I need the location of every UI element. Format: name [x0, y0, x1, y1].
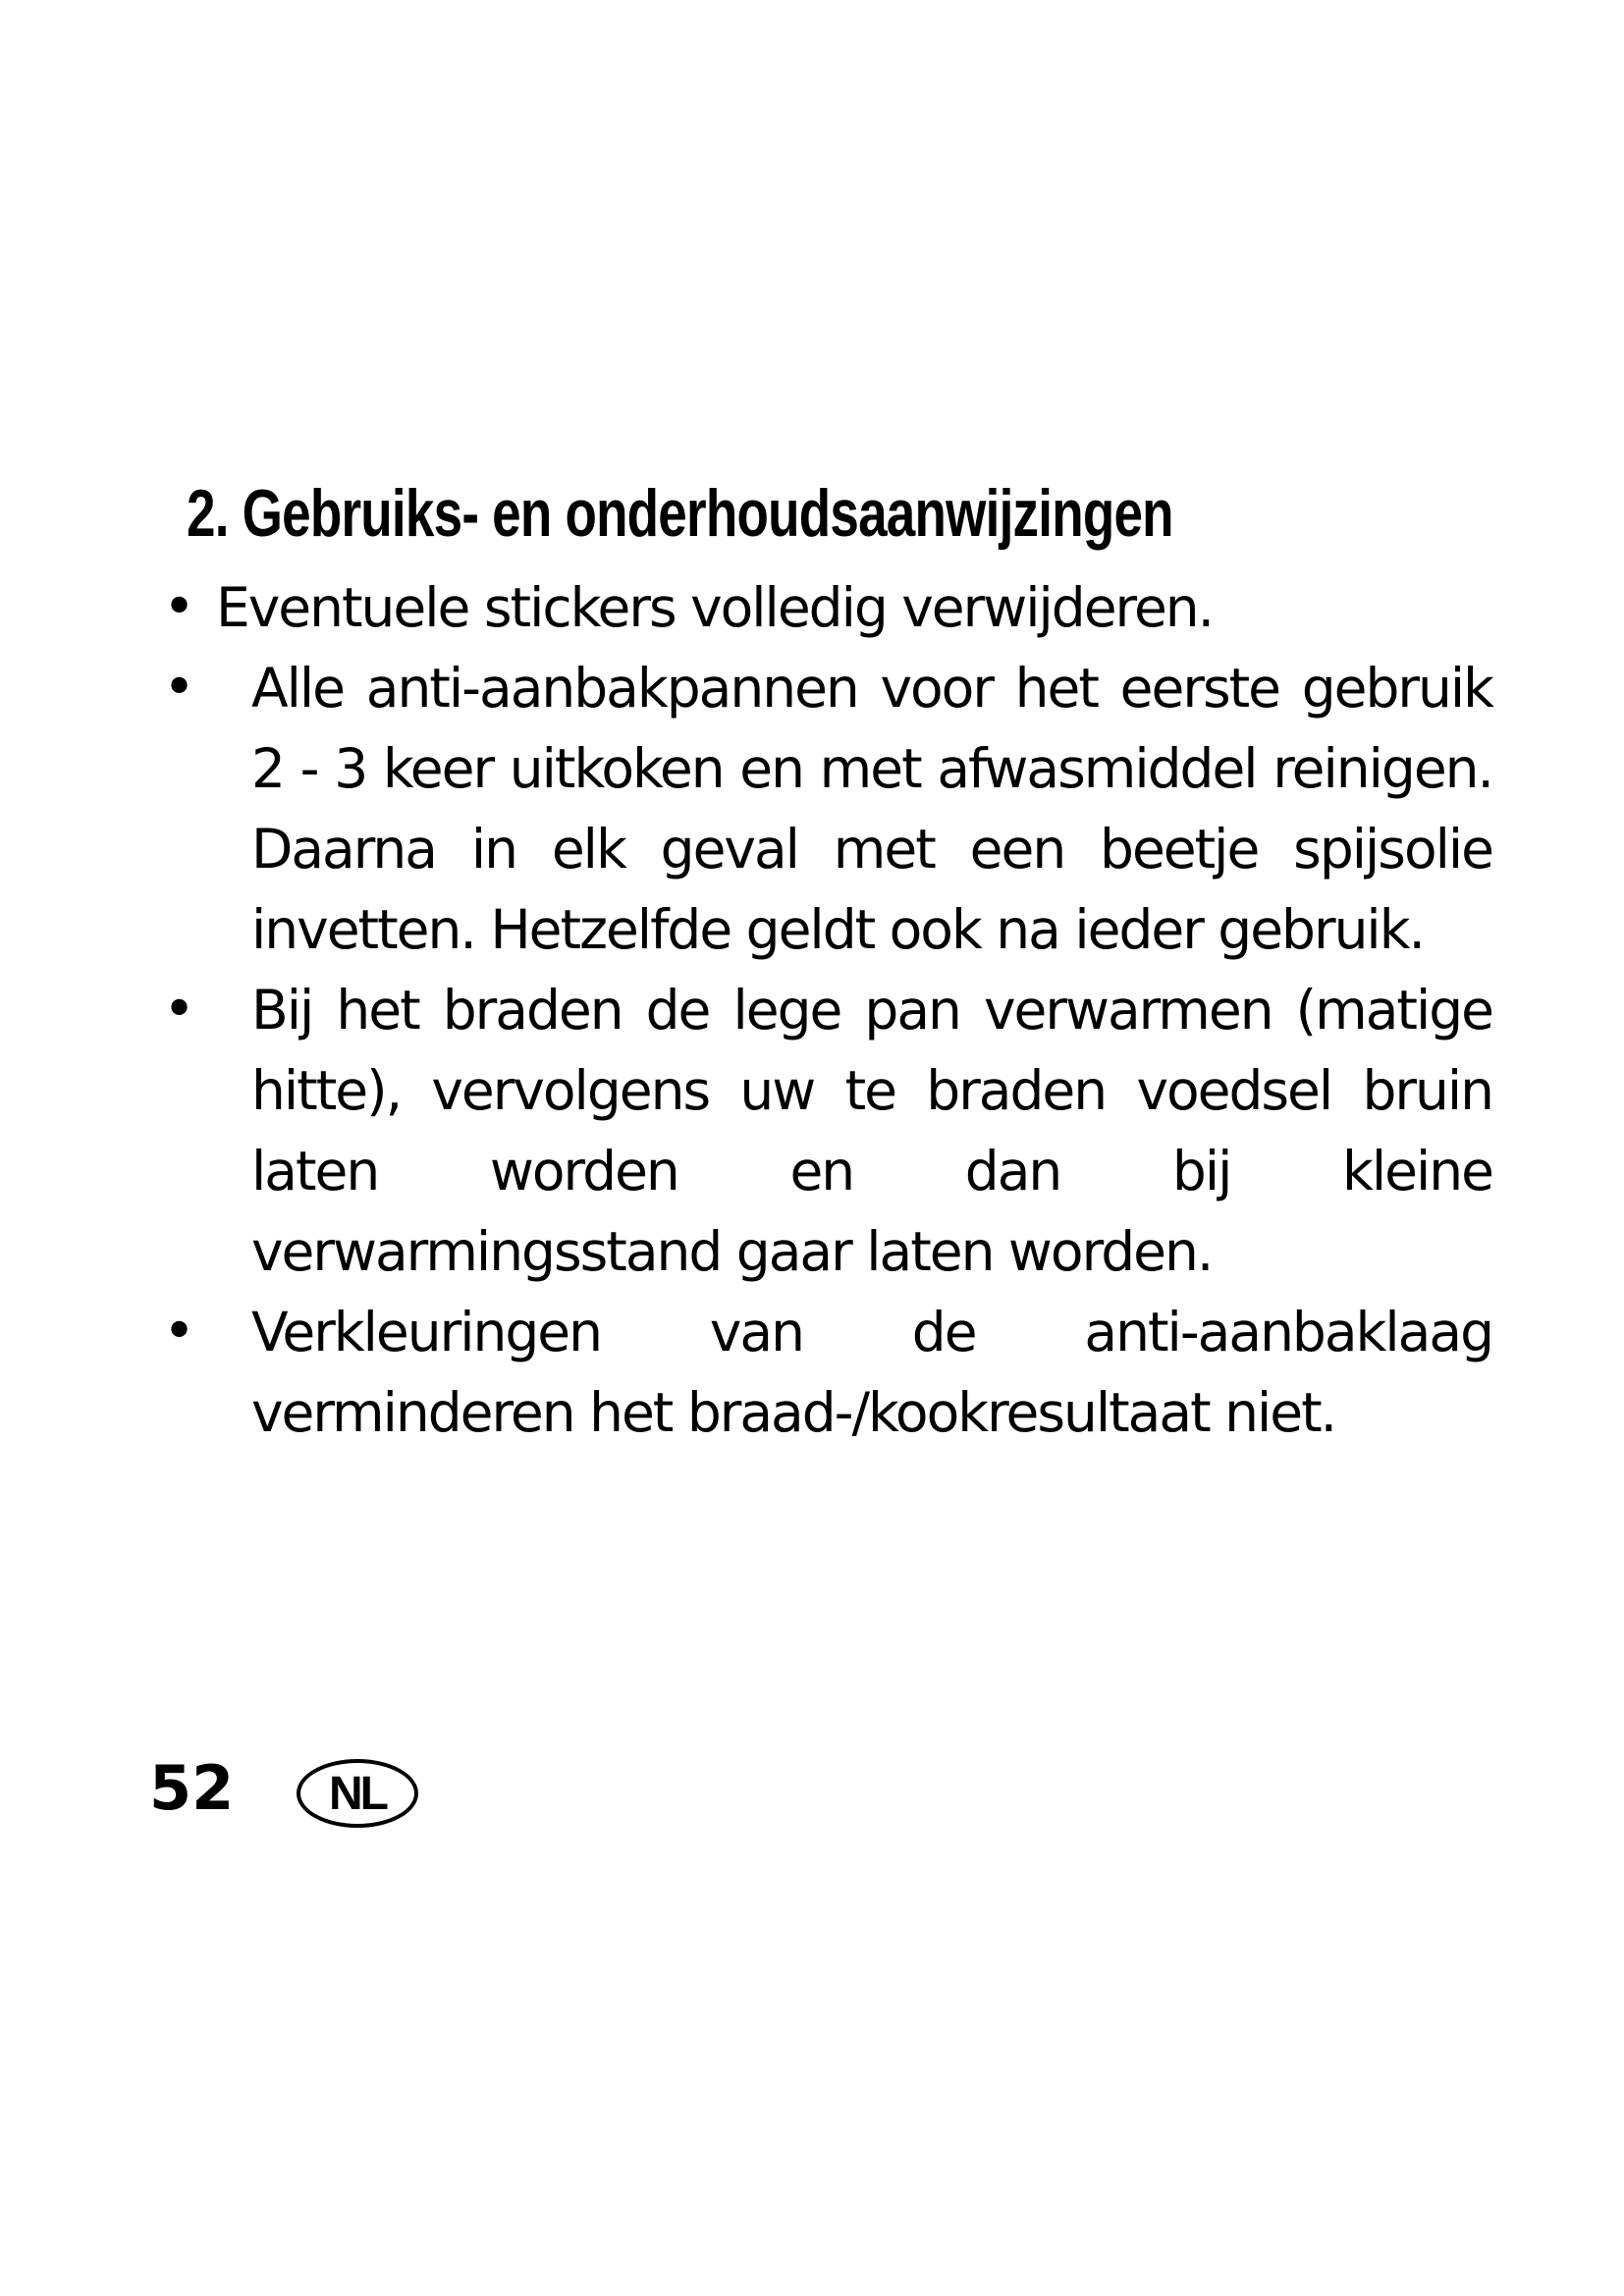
list-item-text: Alle anti-aanbakpannen voor het eerste gebruik 2 - 3 keer uitkoken en met afwasmiddel reinigen. Daarna in elk geval met een beetje spijsolie invetten. Hetzelfde geldt ook na ieder gebruik.: [251, 657, 1492, 961]
bullet-icon: •: [163, 1300, 196, 1363]
list-item-text: Verkleuringen van de anti-aanbaklaag verminderen het braad-/kookresultaat niet.: [251, 1301, 1492, 1444]
list-item: [157, 970, 1492, 1292]
bullet-icon: •: [163, 978, 196, 1041]
instruction-list: [157, 567, 1492, 1453]
list-item: [157, 567, 1492, 648]
language-badge: NL: [297, 1759, 418, 1828]
bullet-icon: •: [163, 575, 196, 639]
list-item: [157, 648, 1492, 970]
section-heading: 2. Gebruiks- en onderhoudsaanwijzingen: [187, 476, 1173, 551]
list-item-text: Eventuele stickers volledig verwijderen.: [216, 576, 1214, 639]
bullet-icon: •: [163, 656, 196, 720]
page-number: 52: [149, 1752, 235, 1824]
list-item: [157, 1292, 1492, 1453]
list-item-text: Bij het braden de lege pan verwarmen (matige hitte), vervolgens uw te braden voedsel bruin laten worden en dan bij kleine verwarmingsstand gaar laten worden.: [251, 979, 1492, 1283]
